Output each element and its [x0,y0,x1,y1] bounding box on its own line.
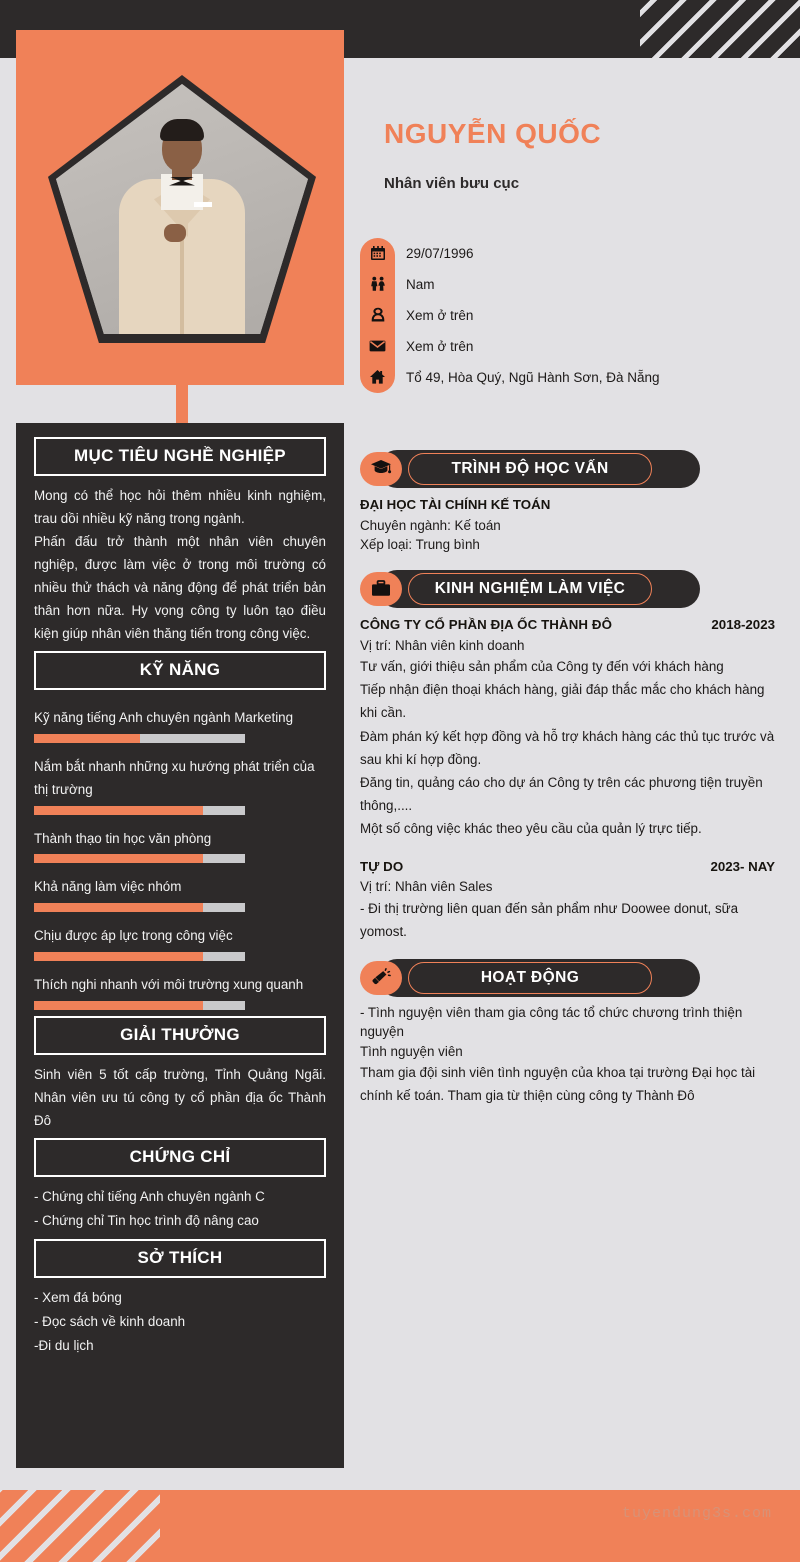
certificate-item: - Chứng chỉ Tin học trình độ nâng cao [34,1213,259,1229]
skill-label: Chịu được áp lực trong công việc [34,928,233,944]
photo-block [16,30,344,385]
activities-body [360,1003,780,1107]
watermark: tuyendung3s.com [621,1505,772,1522]
education-major: Chuyên ngành: Kế toán [360,517,501,533]
skill-item [34,965,326,1010]
activity-line: Tham gia đội sinh viên tình nguyện của khoa tại trường Đại học tài chính kế toán. Tham gia từ thiện cùng công ty Thành Đô [360,1065,756,1104]
skill-item [34,916,326,961]
job-duty: - Đi thị trường liên quan đến sản phẩm như Doowee donut, sữa yomost. [360,900,739,939]
profile-photo [56,84,308,334]
megaphone-icon [360,961,402,995]
photo-pentagon-frame [48,75,316,343]
contact-value: Xem ở trên [406,338,474,354]
job-duty: Đăng tin, quảng cáo cho dự án Công ty trên các phương tiện truyền thông,.... [360,774,763,813]
hobby-item: - Xem đá bóng [34,1290,122,1306]
top-diagonal-stripes [640,0,800,58]
education-grade: Xếp loại: Trung bình [360,536,480,552]
education-body [360,494,780,554]
hobby-item: -Đi du lịch [34,1338,94,1354]
job-date: 2018-2023 [711,617,775,633]
job-position: Vị trí: Nhân viên Sales [360,879,493,895]
contact-row-birthdate [360,238,800,268]
job-duty: Tiếp nhận điện thoại khách hàng, giải đáp thắc mắc cho khách hàng khi cần. [360,682,765,721]
contact-row-email [360,331,800,361]
page-title: NGUYỄN QUỐC [384,118,602,149]
activities-title: HOẠT ĐỘNG [408,962,652,994]
graduation-cap-icon [360,452,402,486]
experience-job [360,614,780,839]
briefcase-icon [360,572,402,606]
home-icon [360,369,395,385]
job-duty: Tư vấn, giới thiệu sản phẩm của Công ty đến với khách hàng [360,659,724,675]
skill-label: Khả năng làm việc nhóm [34,879,182,895]
objective-paragraph-2: Phấn đấu trở thành một nhân viên chuyên nghiệp, được làm việc ở trong môi trường có nhiều thử thách và năng động để phát triển bản thân hơn nữa. Hy vọng công ty luôn tạo điều kiện giúp nhân viên thăng tiến trong công việc. [34,534,326,642]
skill-progress-fill [34,1001,203,1010]
skills-heading: KỸ NĂNG [34,651,326,690]
job-date: 2023- NAY [710,858,775,874]
skill-progress-fill [34,903,203,912]
skill-progress-bar [34,854,245,863]
job-role-subtitle: Nhân viên bưu cục [384,175,520,192]
skill-item [34,698,326,743]
skills-list [34,698,326,1009]
contact-value: Nam [406,276,435,292]
left-sidebar [16,423,344,1468]
bottom-orange-bar [0,1490,800,1562]
activity-line: Tình nguyện viên [360,1043,463,1059]
education-school: ĐẠI HỌC TÀI CHÍNH KẾ TOÁN [360,497,551,512]
contact-row-phone [360,300,800,330]
job-duty: Đàm phán ký kết hợp đồng và hỗ trợ khách hàng các thủ tục trước và sau khi kí hợp đồng. [360,728,775,767]
skill-label: Thích nghi nhanh với môi trường xung quanh [34,977,304,993]
job-position: Vị trí: Nhân viên kinh doanh [360,637,525,653]
skill-label: Nắm bắt nhanh những xu hướng phát triển của thị trường [34,759,315,797]
objective-paragraph-1: Mong có thể học hỏi thêm nhiều kinh nghiệm, trau dồi nhiều kỹ năng trong ngành. [34,488,326,527]
experience-section-header [360,570,700,608]
photo-sidebar-connector [176,385,188,423]
job-duty: Một số công việc khác theo yêu cầu của quản lý trực tiếp. [360,820,702,836]
hobby-item: - Đọc sách về kinh doanh [34,1314,186,1330]
skill-label: Thành thạo tin học văn phòng [34,830,212,846]
skill-progress-fill [34,952,203,961]
skill-label: Kỹ năng tiếng Anh chuyên ngành Marketing [34,710,294,726]
bottom-diagonal-stripes [0,1490,160,1562]
certificate-item: - Chứng chỉ tiếng Anh chuyên ngành C [34,1188,265,1204]
skill-progress-fill [34,806,203,815]
hobbies-heading: SỞ THÍCH [34,1239,326,1278]
contact-info [360,238,800,393]
skill-item [34,819,326,864]
skill-item [34,867,326,912]
experience-job [360,856,780,943]
skill-progress-bar [34,903,245,912]
contact-row-gender [360,269,800,299]
certificates-heading: CHỨNG CHỈ [34,1138,326,1177]
skill-progress-bar [34,1001,245,1010]
objective-heading: MỤC TIÊU NGHỀ NGHIỆP [34,437,326,476]
skill-progress-fill [34,734,140,743]
skill-progress-fill [34,854,203,863]
contact-value: 29/07/1996 [406,245,474,261]
skill-item [34,747,326,815]
job-company: CÔNG TY CỔ PHẦN ĐỊA ỐC THÀNH ĐÔ [360,617,613,633]
experience-title: KINH NGHIỆM LÀM VIỆC [408,573,652,605]
contact-row-address [360,362,800,392]
skill-progress-bar [34,734,245,743]
email-icon [360,339,395,353]
awards-text: Sinh viên 5 tốt cấp trường, Tỉnh Quảng Ngãi. Nhân viên ưu tú công ty cổ phần địa ốc Thành Đô [34,1066,326,1128]
contact-value: Xem ở trên [406,307,474,323]
calendar-icon [360,245,395,261]
activities-section-header [360,959,700,997]
gender-icon [360,276,395,292]
phone-icon [360,307,395,323]
job-company: TỰ DO [360,858,404,874]
awards-heading: GIẢI THƯỞNG [34,1016,326,1055]
activity-line: - Tình nguyện viên tham gia công tác tổ chức chương trình thiện nguyện [360,1004,743,1040]
contact-value: Tổ 49, Hòa Quý, Ngũ Hành Sơn, Đà Nẵng [406,369,660,385]
education-title: TRÌNH ĐỘ HỌC VẤN [408,453,652,485]
skill-progress-bar [34,806,245,815]
education-section-header [360,450,700,488]
skill-progress-bar [34,952,245,961]
